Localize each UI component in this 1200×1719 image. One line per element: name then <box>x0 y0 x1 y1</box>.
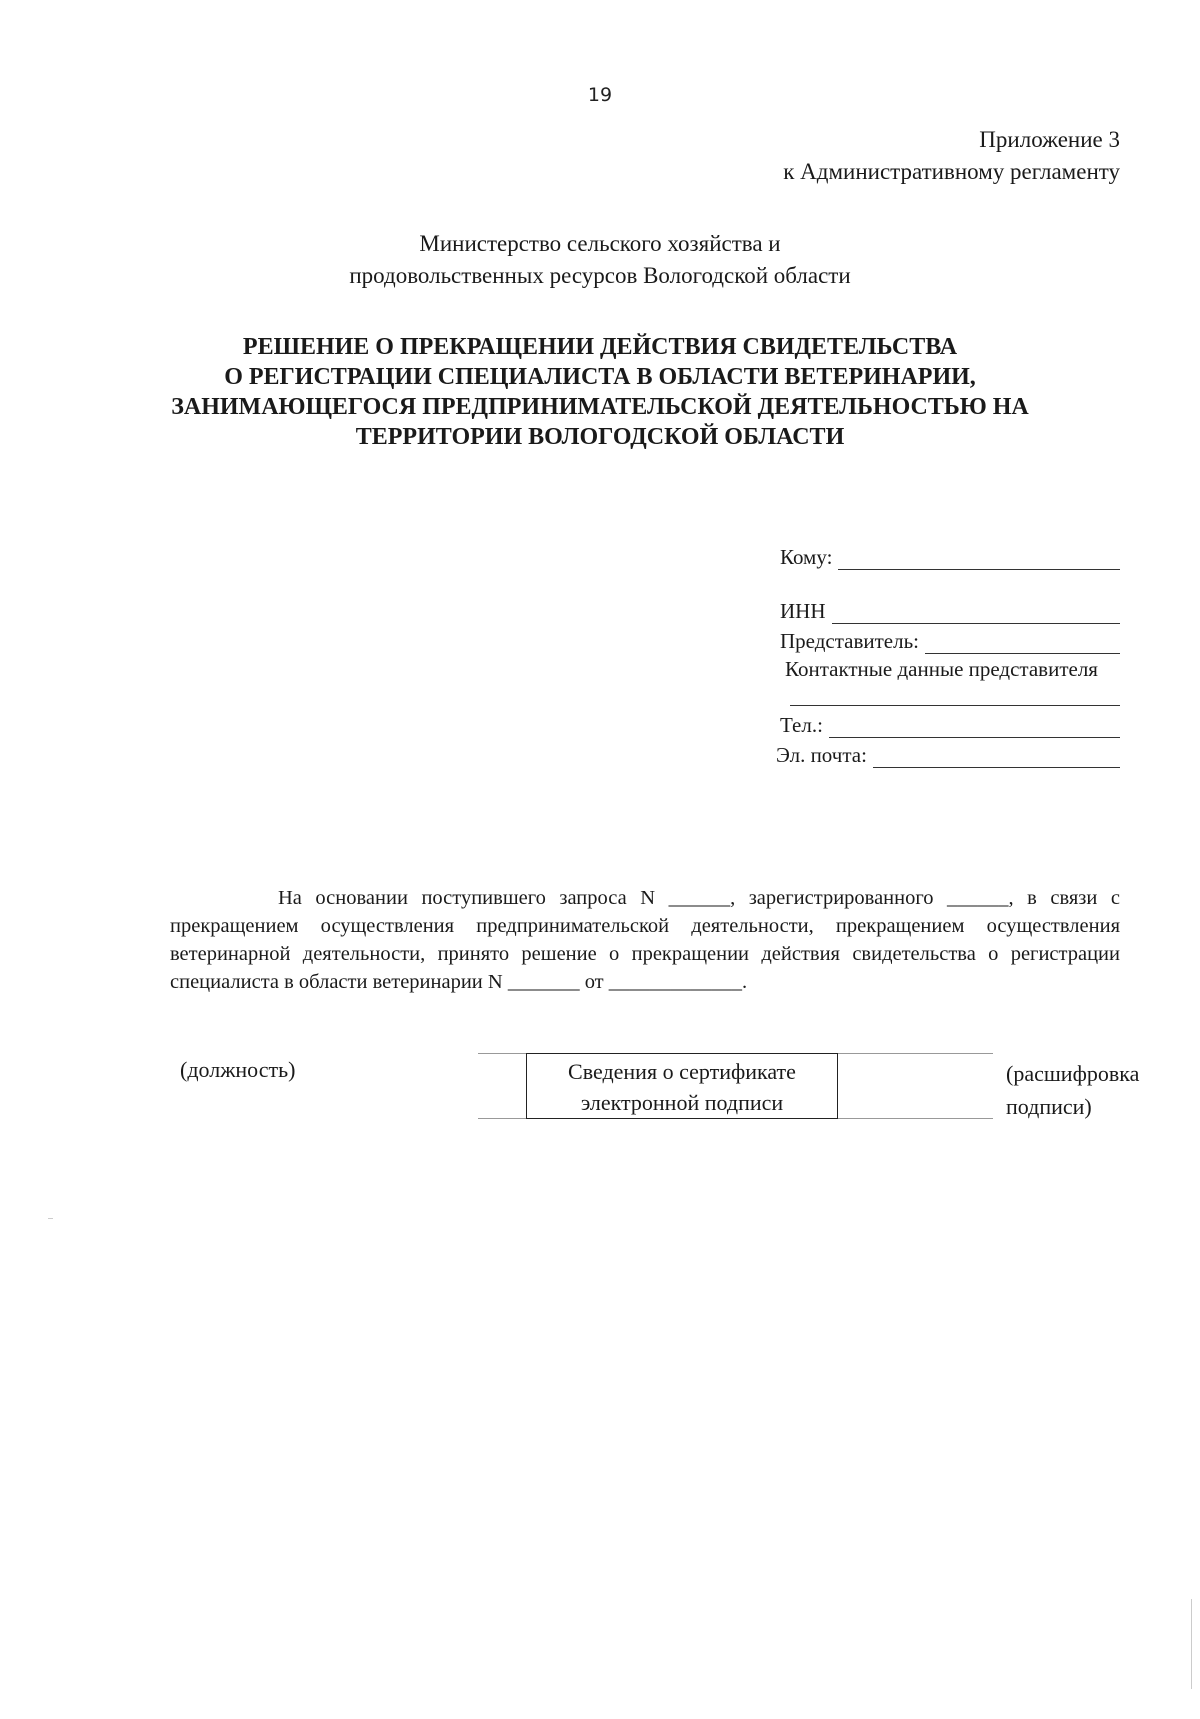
decode-line-1: (расшифровка <box>1006 1061 1140 1086</box>
title-line-3: ЗАНИМАЮЩЕГОСЯ ПРЕДПРИНИМАТЕЛЬСКОЙ ДЕЯТЕЛЬНОСТЬЮ НА <box>171 394 1029 420</box>
representative-field <box>780 628 1120 654</box>
ministry-line-2: продовольственных ресурсов Вологодской области <box>349 263 851 288</box>
appendix-line-1: Приложение 3 <box>979 127 1120 152</box>
inn-blank-line <box>832 603 1121 624</box>
ministry-name <box>0 228 1200 292</box>
scan-edge-mark <box>1191 1599 1192 1689</box>
position-label: (должность) <box>180 1057 296 1082</box>
to-label: Кому: <box>780 545 833 569</box>
phone-blank-line <box>829 717 1120 738</box>
contact-blank-line <box>790 705 1120 706</box>
email-field <box>776 742 1120 768</box>
representative-blank-line <box>925 633 1120 654</box>
page-number: 19 <box>587 84 613 106</box>
phone-field <box>780 712 1120 738</box>
to-field <box>780 544 1120 570</box>
appendix-line-2: к Административному регламенту <box>783 159 1120 184</box>
decode-line-2: подписи) <box>1006 1094 1092 1119</box>
signature-decode-label <box>1006 1057 1139 1123</box>
inn-field <box>780 598 1120 624</box>
title-line-2: О РЕГИСТРАЦИИ СПЕЦИАЛИСТА В ОБЛАСТИ ВЕТЕРИНАРИИ, <box>224 364 976 390</box>
inn-label: ИНН <box>780 599 826 623</box>
appendix-header <box>783 124 1120 188</box>
scan-dust-mark <box>48 1218 53 1219</box>
cert-line-2: электронной подписи <box>580 1090 784 1115</box>
to-blank-line <box>838 549 1120 570</box>
contact-label: Контактные данные представителя <box>785 657 1098 681</box>
decision-paragraph <box>170 884 1120 996</box>
ministry-line-1: Министерство сельского хозяйства и <box>419 231 781 256</box>
representative-label: Представитель: <box>780 629 920 653</box>
title-line-4: ТЕРРИТОРИИ ВОЛОГОДСКОЙ ОБЛАСТИ <box>355 424 845 450</box>
certificate-info-box <box>526 1053 838 1119</box>
cert-line-1: Сведения о сертификате <box>568 1059 796 1084</box>
email-blank-line <box>873 747 1120 768</box>
title-line-1: РЕШЕНИЕ О ПРЕКРАЩЕНИИ ДЕЙСТВИЯ СВИДЕТЕЛЬСТВА <box>242 334 958 360</box>
phone-label: Тел.: <box>780 713 823 737</box>
document-title <box>150 332 1050 452</box>
email-label: Эл. почта: <box>776 743 867 767</box>
paragraph-text: На основании поступившего запроса N ______, зарегистрированного ______, в связи с прекращением осуществления предпринимательской деятельности, прекращением осуществления ветеринарной деятельности, принято решение о прекращении действия свидетельства о регистрации специалиста в области ветеринарии N _______ от _____________. <box>170 887 1120 993</box>
